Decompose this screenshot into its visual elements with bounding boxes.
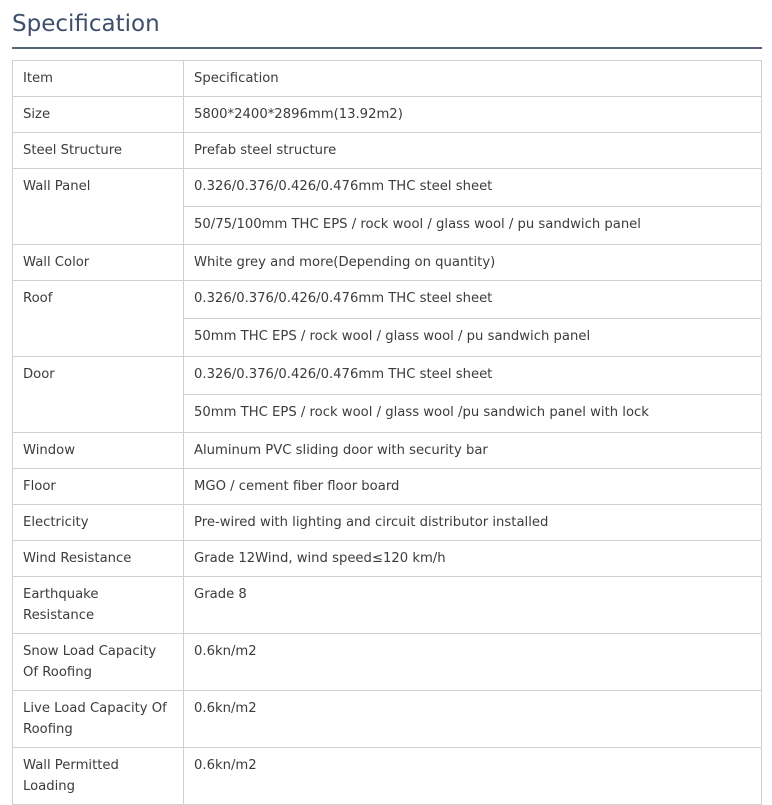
spec-cell: Pre-wired with lighting and circuit distributor installed bbox=[184, 505, 762, 541]
spec-cell: 0.326/0.376/0.426/0.476mm THC steel sheet bbox=[184, 281, 762, 319]
item-cell: Wall Permitted Loading bbox=[13, 748, 184, 805]
item-cell: Window bbox=[13, 433, 184, 469]
spec-cell: 0.6kn/m2 bbox=[184, 748, 762, 805]
spec-cell: Grade 12Wind, wind speed≤120 km/h bbox=[184, 541, 762, 577]
specification-table bbox=[12, 60, 762, 805]
page-title: Specification bbox=[12, 11, 160, 37]
spec-cell: Prefab steel structure bbox=[184, 133, 762, 169]
table-row bbox=[13, 281, 762, 319]
item-cell: Wall Panel bbox=[13, 169, 184, 245]
spec-cell: Aluminum PVC sliding door with security bar bbox=[184, 433, 762, 469]
spec-cell: White grey and more(Depending on quantity) bbox=[184, 245, 762, 281]
item-cell: Wind Resistance bbox=[13, 541, 184, 577]
item-cell: Size bbox=[13, 97, 184, 133]
item-cell: Item bbox=[13, 61, 184, 97]
table-row bbox=[13, 691, 762, 748]
item-cell: Door bbox=[13, 357, 184, 433]
spec-cell: 0.326/0.376/0.426/0.476mm THC steel sheet bbox=[184, 169, 762, 207]
spec-cell: Grade 8 bbox=[184, 577, 762, 634]
table-row bbox=[13, 245, 762, 281]
item-cell: Wall Color bbox=[13, 245, 184, 281]
table-row bbox=[13, 433, 762, 469]
table-row bbox=[13, 133, 762, 169]
table-row bbox=[13, 541, 762, 577]
title-divider bbox=[12, 47, 762, 49]
table-row bbox=[13, 634, 762, 691]
spec-cell: 50/75/100mm THC EPS / rock wool / glass wool / pu sandwich panel bbox=[184, 207, 762, 245]
item-cell: Earthquake Resistance bbox=[13, 577, 184, 634]
spec-cell: 5800*2400*2896mm(13.92m2) bbox=[184, 97, 762, 133]
spec-cell: 0.6kn/m2 bbox=[184, 691, 762, 748]
spec-cell: 50mm THC EPS / rock wool / glass wool / pu sandwich panel bbox=[184, 319, 762, 357]
item-cell: Steel Structure bbox=[13, 133, 184, 169]
item-cell: Snow Load Capacity Of Roofing bbox=[13, 634, 184, 691]
table-row-header bbox=[13, 61, 762, 97]
item-cell: Live Load Capacity Of Roofing bbox=[13, 691, 184, 748]
spec-cell: 50mm THC EPS / rock wool / glass wool /pu sandwich panel with lock bbox=[184, 395, 762, 433]
table-row bbox=[13, 748, 762, 805]
item-cell: Floor bbox=[13, 469, 184, 505]
spec-cell: Specification bbox=[184, 61, 762, 97]
table-row bbox=[13, 505, 762, 541]
table-row bbox=[13, 357, 762, 395]
spec-cell: 0.326/0.376/0.426/0.476mm THC steel sheet bbox=[184, 357, 762, 395]
item-cell: Electricity bbox=[13, 505, 184, 541]
spec-cell: MGO / cement fiber floor board bbox=[184, 469, 762, 505]
spec-cell: 0.6kn/m2 bbox=[184, 634, 762, 691]
table-row bbox=[13, 169, 762, 207]
table-row bbox=[13, 469, 762, 505]
table-row bbox=[13, 97, 762, 133]
item-cell: Roof bbox=[13, 281, 184, 357]
table-row bbox=[13, 577, 762, 634]
